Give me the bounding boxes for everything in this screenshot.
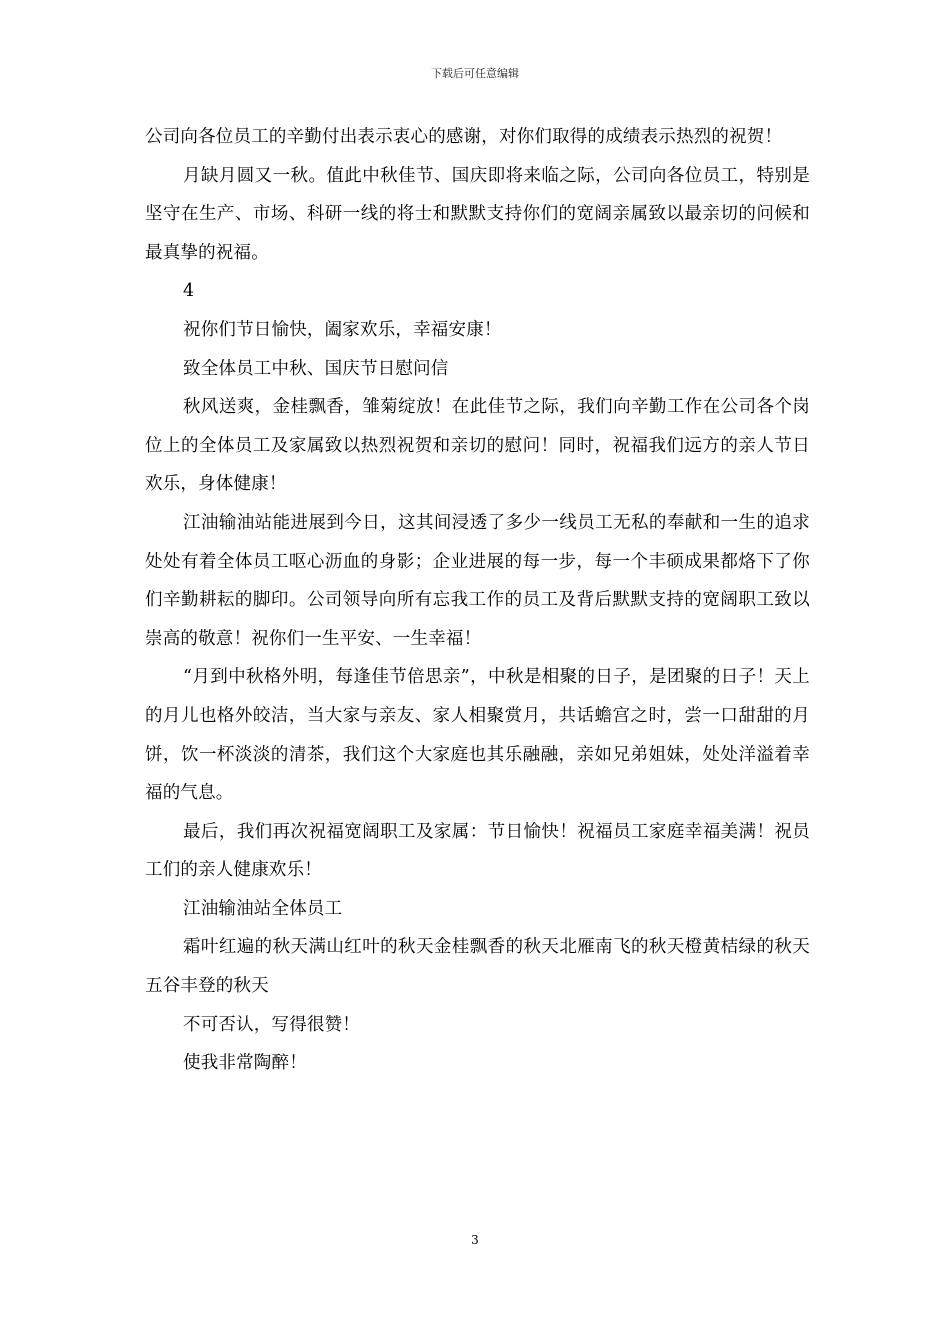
- paragraph-7: 江油输油站能进展到今日，这其间浸透了多少一线员工无私的奉献和一生的追求处处有着全体员工呕心沥血的身影；企业进展的每一步，每一个丰硕成果都烙下了你们辛勤耕耘的脚印。公司领导向所有忘我工作的员工及背后默默支持的宽阔职工致以崇高的敬意！祝你们一生平安、一生幸福！: [145, 512, 810, 649]
- paragraph-3: 4: [183, 281, 195, 302]
- page-number: 3: [471, 1233, 479, 1247]
- paragraph-11: 霜叶红遍的秋天满山红叶的秋天金桂飘香的秋天北雁南飞的秋天橙黄桔绿的秋天五谷丰登的秋天: [145, 937, 810, 997]
- paragraph-1: 公司向各位员工的辛勤付出表示衷心的感谢，对你们取得的成绩表示热烈的祝贺！: [145, 127, 783, 147]
- paragraph-8: “月到中秋格外明，每逢佳节倍思亲”，中秋是相聚的日子，是团聚的日子！天上的月儿也格外皎洁，当大家与亲友、家人相聚赏月，共话蟾宫之时，尝一口甜甜的月饼，饮一杯淡淡的清茶，我们这个大家庭也其乐融融，亲如兄弟姐妹，处处洋溢着幸福的气息。: [145, 667, 810, 804]
- document-body: [145, 118, 810, 1083]
- letter-title: 致全体员工中秋、国庆节日慰问信: [183, 358, 449, 379]
- paragraph-12: 不可否认，写得很赞！: [183, 1014, 360, 1035]
- page-header: 下载后可任意编辑: [431, 67, 519, 80]
- letter-signature: 江油输油站全体员工: [183, 898, 343, 919]
- paragraph-2: 月缺月圆又一秋。值此中秋佳节、国庆即将来临之际，公司向各位员工，特别是坚守在生产、市场、科研一线的将士和默默支持你们的宽阔亲属致以最亲切的问候和最真挚的祝福。: [145, 165, 810, 263]
- paragraph-13: 使我非常陶醉！: [183, 1053, 307, 1074]
- paragraph-9: 最后，我们再次祝福宽阔职工及家属：节日愉快！祝福员工家庭幸福美满！祝员工们的亲人健康欢乐！: [145, 821, 810, 881]
- paragraph-6: 秋风送爽，金桂飘香，雏菊绽放！在此佳节之际，我们向辛勤工作在公司各个岗位上的全体员工及家属致以热烈祝贺和亲切的慰问！同时，祝福我们远方的亲人节日欢乐，身体健康！: [145, 397, 810, 495]
- paragraph-4: 祝你们节日愉快，阖家欢乐，幸福安康！: [183, 319, 502, 340]
